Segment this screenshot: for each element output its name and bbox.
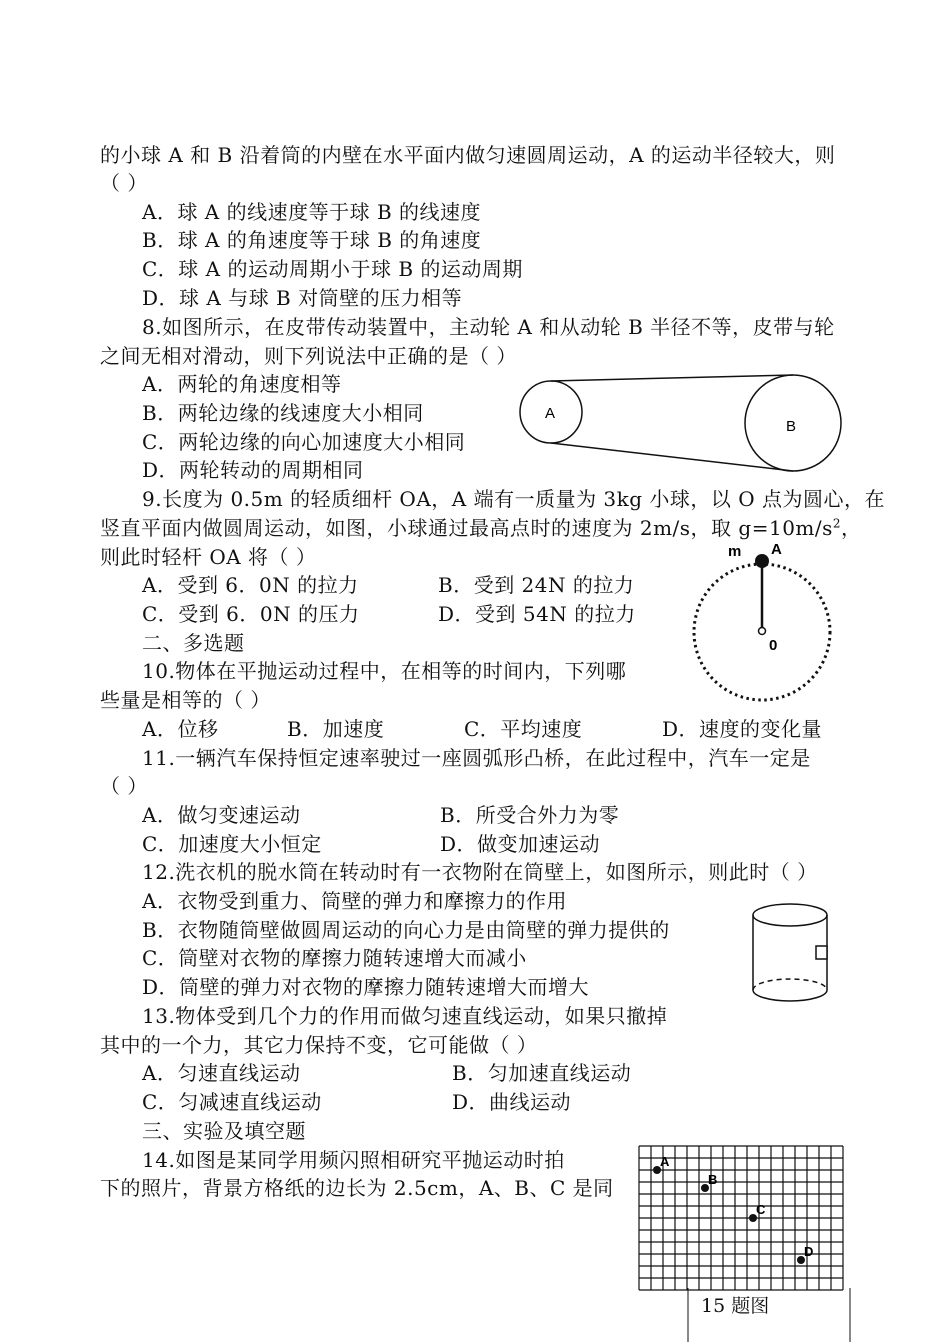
q7-answer-blank: （ ） <box>100 171 148 195</box>
q14-stem-line2: 下的照片，背景方格纸的边长为 2.5cm，A、B、C 是同 <box>100 1176 614 1200</box>
q9-option-d: D．受到 54N 的拉力 <box>438 602 636 626</box>
drum-bottom-back <box>753 979 827 990</box>
clothing-block-icon <box>816 946 827 959</box>
q13-option-a: A．匀速直线运动 <box>142 1061 301 1085</box>
section2-title: 二、多选题 <box>142 631 245 655</box>
belt-drive-figure <box>518 372 848 474</box>
q8-option-b: B．两轮边缘的线速度大小相同 <box>142 401 424 425</box>
strobe-point-label: B <box>708 1172 718 1187</box>
strobe-point-label: A <box>660 1154 670 1169</box>
q9-stem-line1: 9.长度为 0.5m 的轻质细杆 OA，A 端有一质量为 3kg 小球，以 O 点为圆心，在 <box>142 487 886 511</box>
q11-option-d: D．做变加速运动 <box>440 832 601 856</box>
q9-stem-line3: 则此时轻杆 OA 将（ ） <box>100 545 317 569</box>
q10-stem-line2: 些量是相等的（ ） <box>100 688 271 712</box>
q13-option-b: B．匀加速直线运动 <box>452 1061 632 1085</box>
pulley-b-label: B <box>786 418 797 435</box>
grid-paper <box>639 1146 843 1290</box>
belt-bottom-line <box>551 443 793 471</box>
spin-drum-figure <box>748 898 838 1008</box>
label-o: 0 <box>769 637 778 654</box>
q14-stem-line1: 14.如图是某同学用频闪照相研究平抛运动时拍 <box>142 1148 565 1172</box>
section3-title: 三、实验及填空题 <box>142 1119 306 1143</box>
pulley-a-label: A <box>545 405 556 422</box>
rod-circle-figure <box>688 538 833 708</box>
q7-option-c: C．球 A 的运动周期小于球 B 的运动周期 <box>142 257 523 281</box>
q10-option-d: D．速度的变化量 <box>662 717 823 741</box>
q12-option-a: A．衣物受到重力、筒壁的弹力和摩擦力的作用 <box>142 889 567 913</box>
q8-option-d: D．两轮转动的周期相同 <box>142 458 364 482</box>
q12-stem-line1: 12.洗衣机的脱水筒在转动时有一衣物附在筒壁上，如图所示，则此时（ ） <box>142 860 818 884</box>
drum-bottom-front <box>753 990 827 1001</box>
q12-option-c: C．筒壁对衣物的摩擦力随转速增大而减小 <box>142 946 527 970</box>
q7-option-a: A．球 A 的线速度等于球 B 的线速度 <box>142 200 482 224</box>
figure-caption: 15 题图 <box>701 1295 770 1317</box>
q9-option-b: B．受到 24N 的拉力 <box>438 573 635 597</box>
q13-stem-line2: 其中的一个力，其它力保持不变，它可能做（ ） <box>100 1033 538 1057</box>
strobe-point-label: C <box>756 1202 766 1217</box>
q13-option-c: C．匀减速直线运动 <box>142 1090 322 1114</box>
q11-option-a: A．做匀变速运动 <box>142 803 301 827</box>
q8-option-a: A．两轮的角速度相等 <box>142 372 342 396</box>
ball-a-icon <box>755 554 769 568</box>
q7-stem-line1: 的小球 A 和 B 沿着筒的内壁在水平面内做匀速圆周运动，A 的运动半径较大，则 <box>100 143 836 167</box>
q12-option-b: B．衣物随筒壁做圆周运动的向心力是由筒壁的弹力提供的 <box>142 918 670 942</box>
drum-top-rim <box>753 904 827 926</box>
q7-option-b: B．球 A 的角速度等于球 B 的角速度 <box>142 228 482 252</box>
q10-option-c: C．平均速度 <box>464 717 583 741</box>
q7-option-d: D．球 A 与球 B 对筒壁的压力相等 <box>142 286 463 310</box>
q9-stem-line2: 竖直平面内做圆周运动，如图，小球通过最高点时的速度为 2m/s，取 $g=10m/s^2$， <box>100 516 862 540</box>
q10-stem-line1: 10.物体在平抛运动过程中，在相等的时间内，下列哪 <box>142 659 627 683</box>
label-m: m <box>728 543 742 560</box>
q13-option-d: D．曲线运动 <box>452 1090 572 1114</box>
q8-stem-line1: 8.如图所示，在皮带传动装置中，主动轮 A 和从动轮 B 半径不等，皮带与轮 <box>142 315 835 339</box>
label-a: A <box>771 541 782 558</box>
q11-stem-line2: （ ） <box>100 774 148 798</box>
strobe-point-label: D <box>804 1244 814 1259</box>
q11-option-c: C．加速度大小恒定 <box>142 832 322 856</box>
q8-stem-line2: 之间无相对滑动，则下列说法中正确的是（ ） <box>100 344 517 368</box>
q9-option-c: C．受到 6．0N 的压力 <box>142 602 360 626</box>
q10-option-a: A．位移 <box>142 717 219 741</box>
q13-stem-line1: 13.物体受到几个力的作用而做匀速直线运动，如果只撤掉 <box>142 1004 668 1028</box>
q11-option-b: B．所受合外力为零 <box>440 803 620 827</box>
q12-option-d: D．筒壁的弹力对衣物的摩擦力随转速增大而增大 <box>142 975 590 999</box>
pivot-o-icon <box>759 628 766 635</box>
belt-top-line <box>551 375 793 381</box>
q11-stem-line1: 11.一辆汽车保持恒定速率驶过一座圆弧形凸桥，在此过程中，汽车一定是 <box>142 746 811 770</box>
q9-option-a: A．受到 6．0N 的拉力 <box>142 573 359 597</box>
q10-option-b: B．加速度 <box>287 717 385 741</box>
q8-option-c: C．两轮边缘的向心加速度大小相同 <box>142 430 466 454</box>
